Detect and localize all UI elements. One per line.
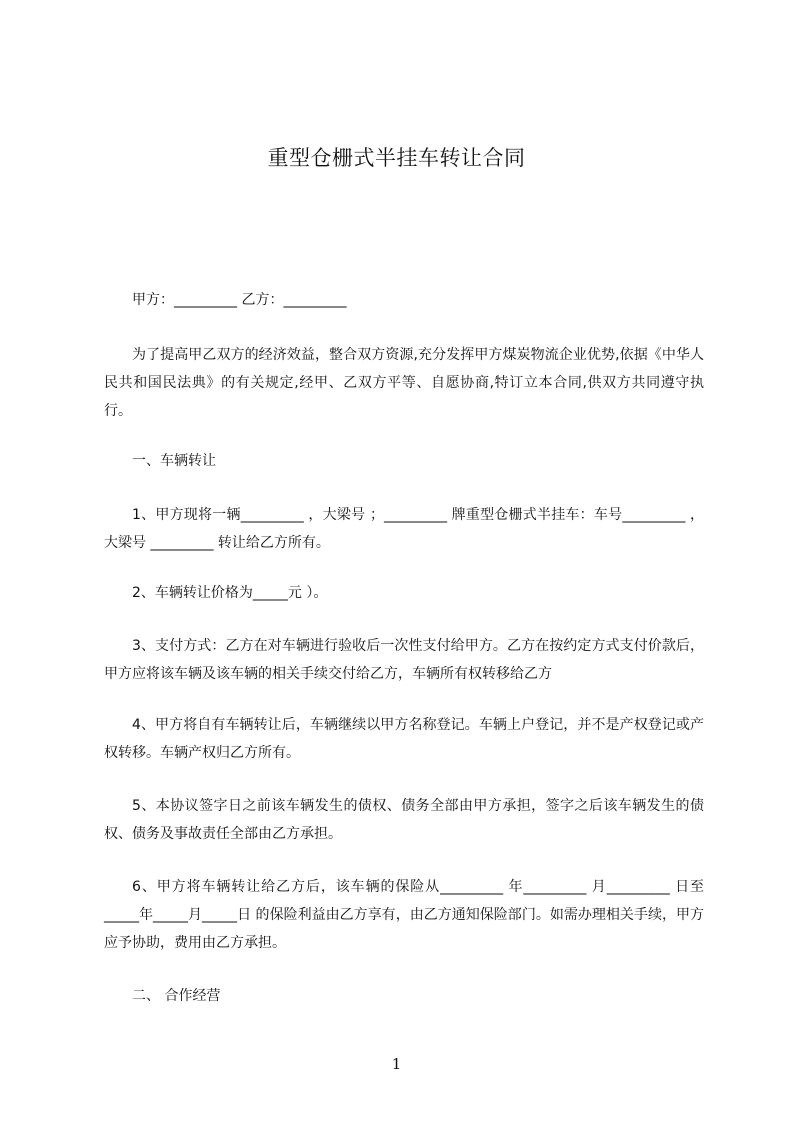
section-heading-vehicle-transfer: 一、车辆转让 (132, 453, 216, 469)
clause-2: 2、车辆转让价格为_____元 ）。 (132, 585, 328, 601)
clause-6: 6、甲方将车辆转让给乙方后，该车辆的保险从_________ 年_________ 月_________ 日至 _____年_____月_____日 的保险利益由乙方享有，由乙方通知保险部门。如需办理相关手续，甲方应予协助，费用由乙方承担。 (104, 879, 704, 951)
clause-3: 3、支付方式：乙方在对车辆进行验收后一次性支付给甲方。乙方在按约定方式支付价款后，甲方应将该车辆及该车辆的相关手续交付给乙方，车辆所有权转移给乙方 (104, 638, 704, 682)
document-title: 重型仓栅式半挂车转让合同 (267, 146, 526, 170)
section-heading-cooperation: 二、 合作经营 (132, 988, 221, 1004)
clause-1: 1、甲方现将一辆_________ ，大梁号 ；_________ 牌重型仓栅式半挂车：车号_________ ，大梁号 _________ 转让给乙方所有。 (104, 507, 704, 551)
page-number: 1 (391, 1055, 402, 1073)
clause-4: 4、甲方将自有车辆转让后，车辆继续以甲方名称登记。车辆上户登记，并不是产权登记或产权转移。车辆产权归乙方所有。 (104, 717, 704, 761)
intro-paragraph: 为了提高甲乙双方的经济效益，整合双方资源,充分发挥甲方煤炭物流企业优势,依据《中华人民共和国民法典》的有关规定,经甲、乙双方平等、自愿协商,特订立本合同,供双方共同遵守执行。 (104, 347, 704, 419)
parties-line: 甲方：_________ 乙方：_________ (132, 292, 347, 308)
clause-5: 5、本协议签字日之前该车辆发生的债权、债务全部由甲方承担，签字之后该车辆发生的债权、债务及事故责任全部由乙方承担。 (104, 798, 704, 842)
